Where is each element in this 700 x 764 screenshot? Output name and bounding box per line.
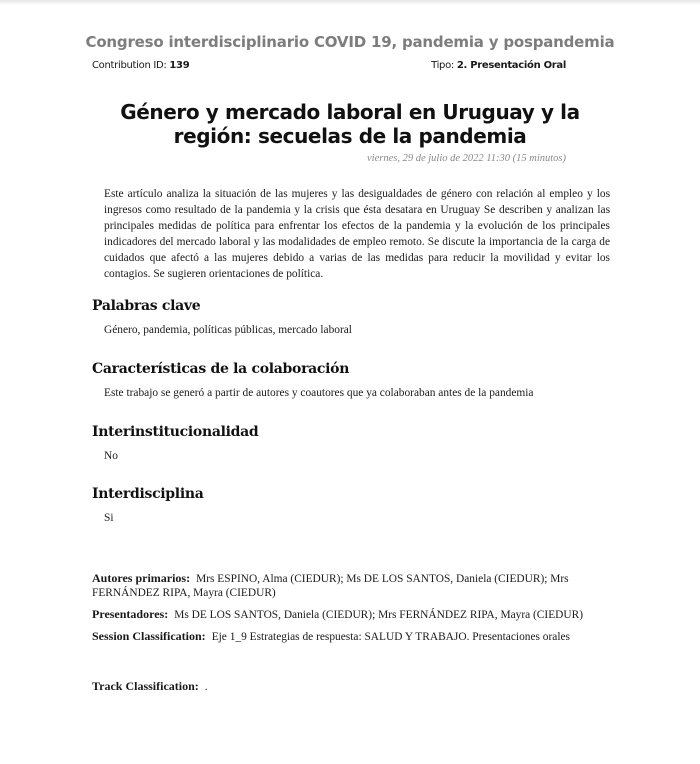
contribution-id-value: 139 [169, 60, 190, 71]
interdisciplinary-heading: Interdisciplina [92, 486, 204, 502]
contribution-id-label: Contribution ID: [92, 60, 167, 71]
presenters [92, 607, 612, 622]
session-classification-label: Session Classification: [92, 629, 206, 643]
primary-authors-label: Autores primarios: [92, 571, 191, 585]
contribution-id [92, 60, 189, 71]
primary-authors-value: Mrs ESPINO, Alma (CIEDUR); Ms DE LOS SANTOS, Daniela (CIEDUR); Mrs FERNÁNDEZ RIPA, Mayra (CIEDUR) [92, 573, 569, 599]
session-classification-value: Eje 1_9 Estrategias de respuesta: SALUD Y TRABAJO. Presentaciones orales [211, 631, 570, 643]
collaboration-heading: Características de la colaboración [92, 361, 350, 377]
abstract: Este artículo analiza la situación de las mujeres y las desigualdades de género con relación al empleo y los ingresos como resultado de la pandemia y la crisis que ésta desatara en Uruguay Se describen y analizan las principales medidas de política para enfrentar los efectos de la pandemia y la evolución de los principales indicadores del mercado laboral y las modalidades de empleo remoto. Se discute la importancia de la carga de cuidados que afectó a las mujeres debido a varias de las medidas para reducir la movilidad y evitar los contagios. Se sugieren orientaciones de política. [104, 188, 610, 280]
presenters-value: Ms DE LOS SANTOS, Daniela (CIEDUR); Mrs FERNÁNDEZ RIPA, Mayra (CIEDUR) [174, 609, 584, 621]
meta-row [92, 60, 566, 74]
page-top-shadow [0, 0, 700, 5]
presenters-label: Presentadores: [92, 607, 169, 621]
interinstitutional-body: No [104, 450, 118, 462]
track-classification-value: . [204, 681, 208, 693]
keywords-body: Género, pandemia, políticas públicas, mercado laboral [104, 324, 352, 336]
interinstitutional-heading: Interinstitucionalidad [92, 424, 259, 440]
paper-title: Género y mercado laboral en Uruguay y la región: secuelas de la pandemia [120, 100, 580, 148]
track-classification [92, 679, 612, 694]
session-classification [92, 629, 612, 644]
type-value: 2. Presentación Oral [456, 60, 566, 71]
collaboration-body: Este trabajo se generó a partir de autores y coautores que ya colaboraban antes de la pandemia [104, 387, 534, 399]
primary-authors [92, 571, 612, 600]
conference-title: Congreso interdisciplinario COVID 19, pandemia y pospandemia [85, 33, 615, 51]
contribution-type [431, 60, 566, 71]
keywords-heading: Palabras clave [92, 298, 201, 314]
session-datetime: viernes, 29 de julio de 2022 11:30 (15 minutos) [367, 153, 566, 164]
interdisciplinary-body: Si [104, 512, 114, 524]
type-label: Tipo: [431, 60, 454, 71]
track-classification-label: Track Classification: [92, 679, 199, 693]
